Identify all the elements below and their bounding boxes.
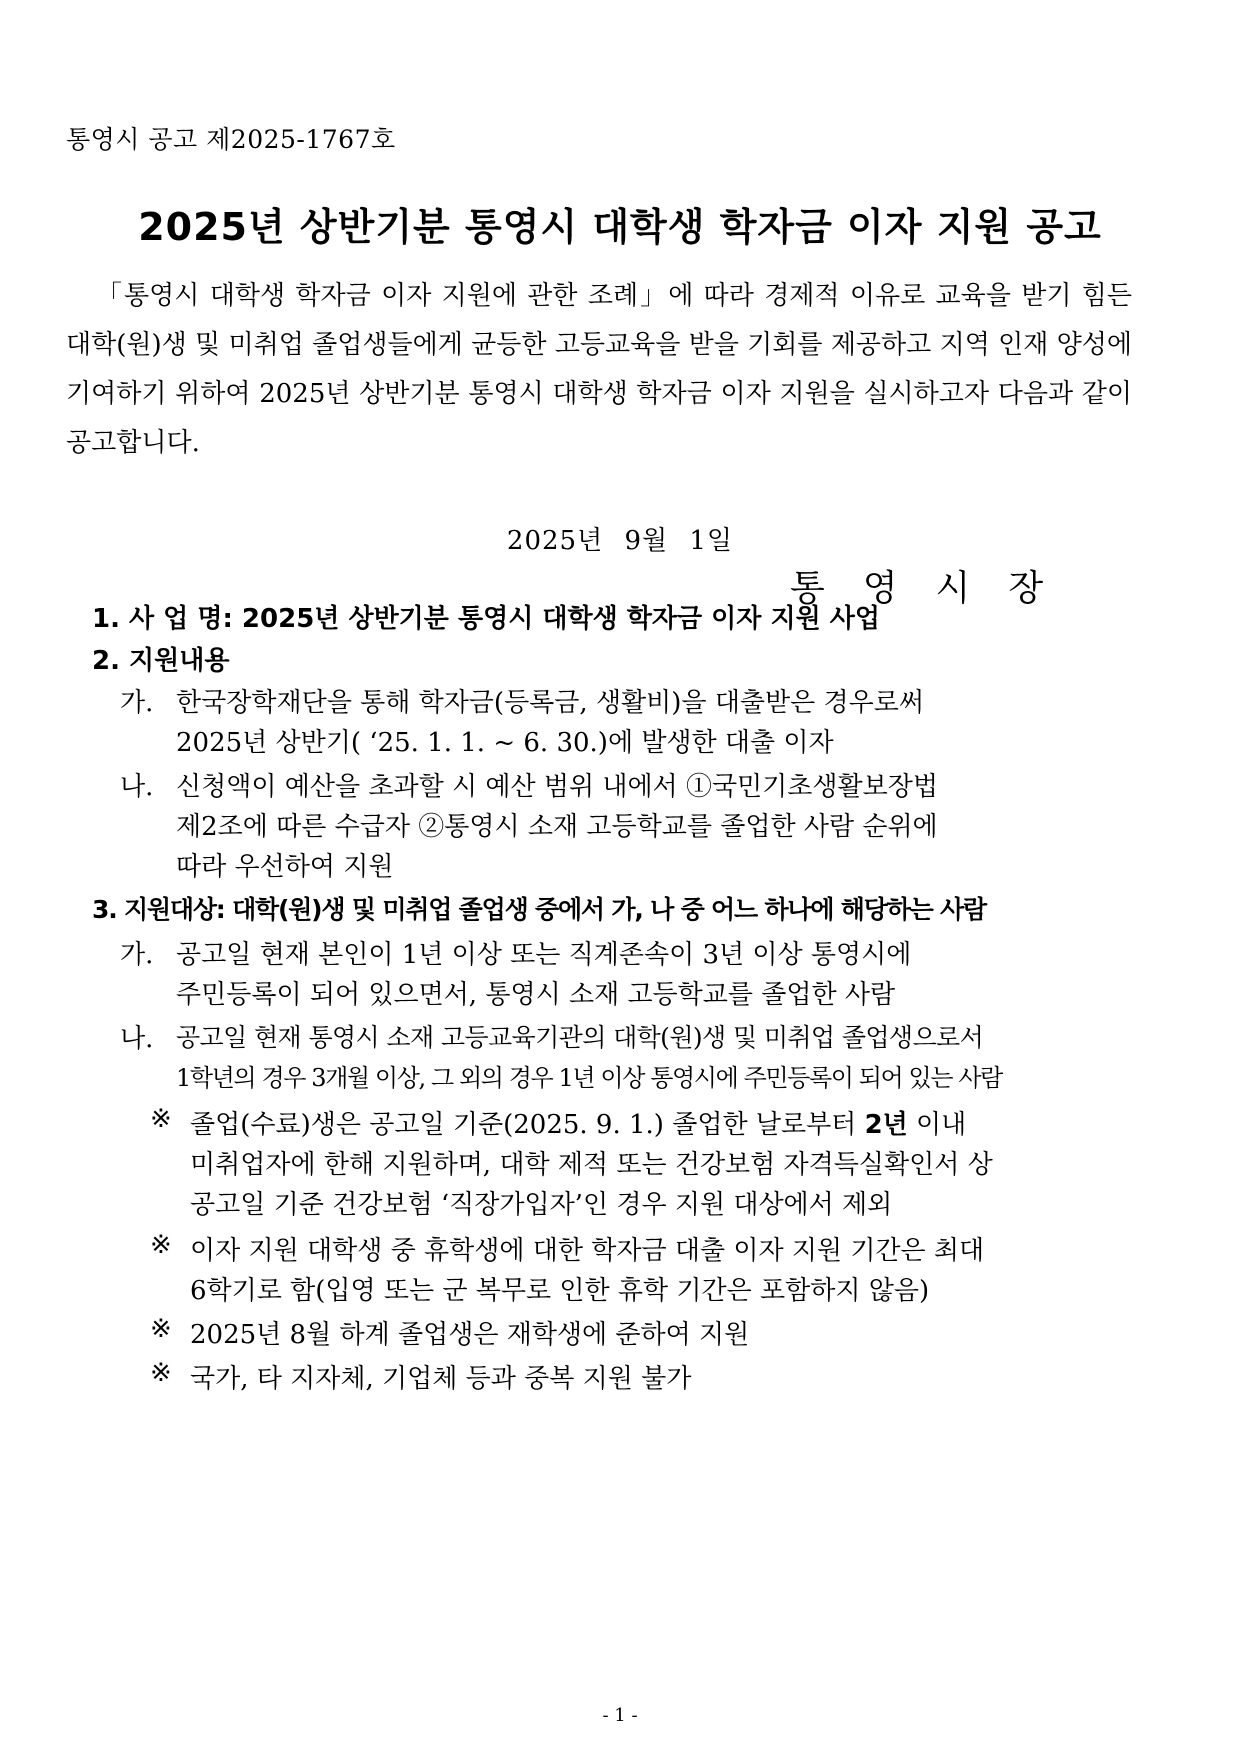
note-1-line-2: 미취업자에 한해 지원하며, 대학 제적 또는 건강보험 자격득실확인서 상 [190,1150,993,1180]
section-1-label: 1. 사 업 명: [92,604,242,634]
section-2-item-na-line-3: 따라 우선하여 지원 [176,852,394,882]
section-3 [92,890,986,926]
intro-paragraph: 「통영시 대학생 학자금 이자 지원에 관한 조례」에 따라 경제적 이유로 교육을 받기 힘든 대학(원)생 및 미취업 졸업생들에게 균등한 고등교육을 받을 기회를 제공하고 지역 인재 양성에 기여하기 위하여 2025년 상반기분 통영시 대학생 학자금 이자 지원을 실시하고자 다음과 같이 공고합니다. [66,281,1132,458]
note-2-line-1: 이자 지원 대학생 중 휴학생에 대한 학자금 대출 이자 지원 기간은 최대 [190,1236,985,1266]
section-3-item-ga-line-1: 공고일 현재 본인이 1년 이상 또는 직계존속이 3년 이상 통영시에 [176,940,912,970]
section-3-text: 대학(원)생 및 미취업 졸업생 중에서 가, 나 중 어느 하나에 해당하는 사람 [232,895,987,924]
note-4-line-1: 국가, 타 지자체, 기업체 등과 중복 지원 불가 [190,1364,692,1394]
section-2-item-ga-line-2: 2025년 상반기( ‘25. 1. 1. ~ 6. 30.)에 발생한 대출 이자 [176,728,834,758]
note-1-line-3: 공고일 기준 건강보험 ‘직장가입자’인 경우 지원 대상에서 제외 [190,1190,893,1220]
section-2-item-ga-line-1: 한국장학재단을 통해 학자금(등록금, 생활비)을 대출받은 경우로써 [176,688,925,718]
section-3-label: 3. 지원대상: [92,895,233,924]
page-number: - 1 - [602,1705,638,1726]
mayor-signature: 통영시장 [790,568,1082,609]
section-3-item-na-marker: 나. [120,1024,154,1054]
note-4-marker: ※ [150,1358,172,1388]
note-1-line-1-c: 이내 [907,1110,967,1140]
section-3-item-ga-marker: 가. [120,940,154,970]
section-2-item-na-line-1: 신청액이 예산을 초과할 시 예산 범위 내에서 ①국민기초생활보장법 [176,772,938,802]
note-1-line-1-a: 졸업(수료)생은 공고일 기준(2025. 9. 1.) 졸업한 날로부터 [190,1110,865,1140]
section-1 [92,598,880,635]
note-3-line-1: 2025년 8월 하계 졸업생은 재학생에 준하여 지원 [190,1320,750,1350]
note-2-marker: ※ [150,1230,172,1260]
section-3-item-na-line-1: 공고일 현재 통영시 소재 고등교육기관의 대학(원)생 및 미취업 졸업생으로서 [176,1023,984,1052]
note-1-line-1 [190,1104,966,1141]
note-2-line-2: 6학기로 함(입영 또는 군 복무로 인한 휴학 기간은 포함하지 않음) [190,1276,930,1306]
section-3-item-ga-line-2: 주민등록이 되어 있으면서, 통영시 소재 고등학교를 졸업한 사람 [176,980,896,1010]
note-1-marker: ※ [150,1104,172,1134]
note-1-line-1-b: 2년 [864,1110,908,1140]
section-1-text: 2025년 상반기분 통영시 대학생 학자금 이자 지원 사업 [241,604,880,634]
section-2-item-na-marker: 나. [120,772,154,802]
note-3-marker: ※ [150,1314,172,1344]
notice-number: 통영시 공고 제2025-1767호 [66,125,396,154]
section-2-item-na-line-2: 제2조에 따른 수급자 ②통영시 소재 고등학교를 졸업한 사람 순위에 [176,812,938,842]
document-title: 2025년 상반기분 통영시 대학생 학자금 이자 지원 공고 [138,205,1102,249]
notice-date: 2025년 9월 1일 [506,526,734,556]
section-2-item-ga-marker: 가. [120,688,154,718]
section-2-label: 2. 지원내용 [92,646,230,676]
section-3-item-na-line-2: 1학년의 경우 3개월 이상, 그 외의 경우 1년 이상 통영시에 주민등록이 되어 있는 사람 [176,1064,1002,1092]
